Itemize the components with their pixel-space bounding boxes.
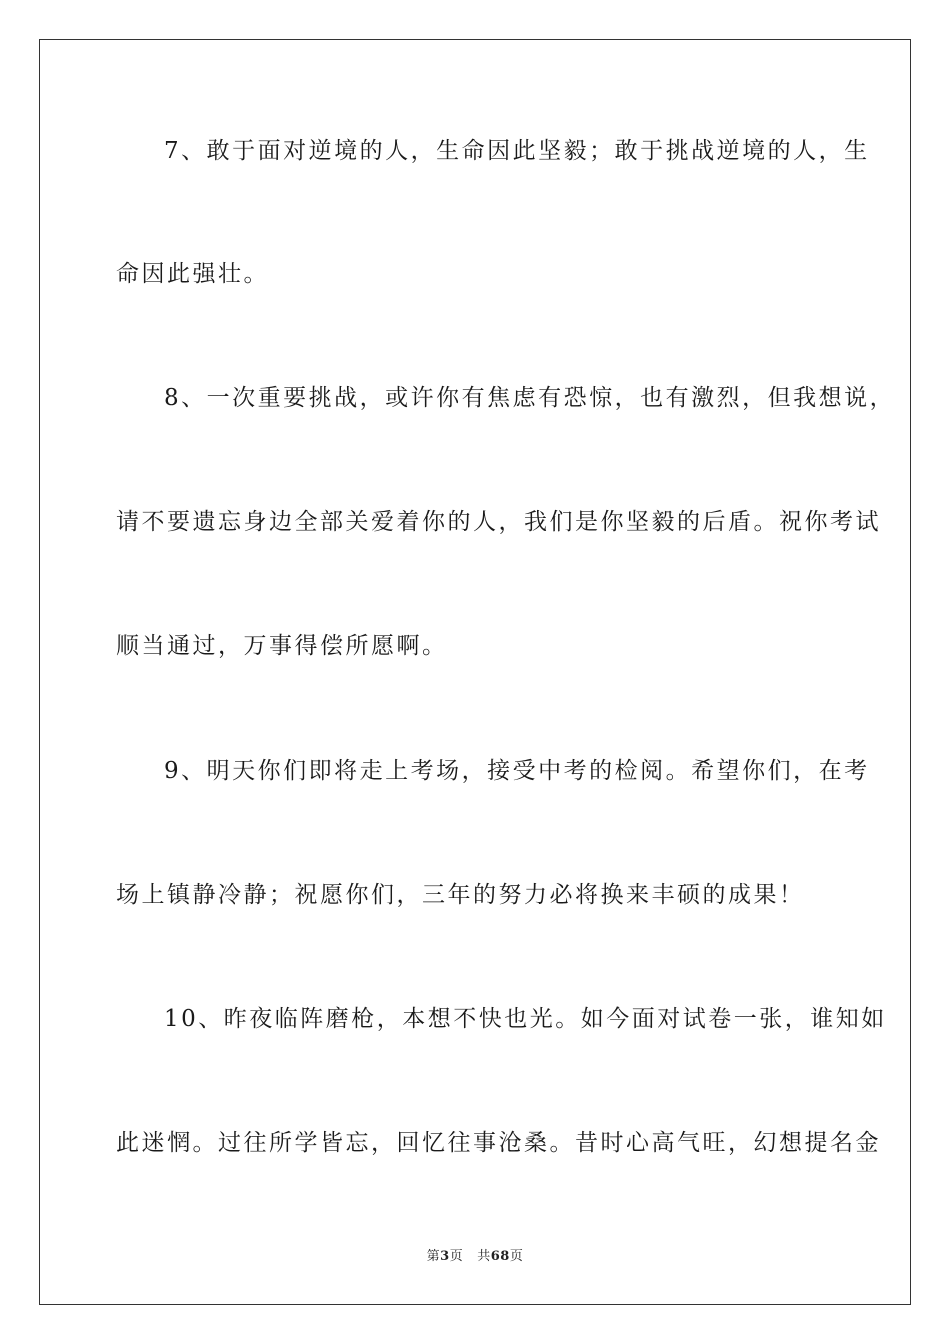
page-border xyxy=(39,39,911,1305)
paragraph-9-line-2: 场上镇静冷静；祝愿你们，三年的努力必将换来丰硕的成果！ xyxy=(116,882,805,908)
page-prefix: 第 xyxy=(426,1249,441,1264)
paragraph-7-line-1: 7、敢于面对逆境的人，生命因此坚毅；敢于挑战逆境的人，生 xyxy=(164,138,870,164)
paragraph-7-line-2: 命因此强壮。 xyxy=(116,261,269,287)
paragraph-9-line-1: 9、明天你们即将走上考场，接受中考的检阅。希望你们，在考 xyxy=(164,758,870,784)
paragraph-10-line-2: 此迷惘。过往所学皆忘，回忆往事沧桑。昔时心高气旺，幻想提名金 xyxy=(116,1130,881,1156)
page-number: 3 xyxy=(440,1249,450,1264)
total-prefix: 共 xyxy=(477,1249,491,1264)
paragraph-8-line-2: 请不要遗忘身边全部关爱着你的人，我们是你坚毅的后盾。祝你考试 xyxy=(116,509,881,535)
total-pages: 68 xyxy=(490,1249,510,1264)
page-suffix: 页 xyxy=(449,1249,464,1264)
page-footer xyxy=(0,1248,950,1266)
total-suffix: 页 xyxy=(509,1249,524,1264)
paragraph-8-line-1: 8、一次重要挑战，或许你有焦虑有恐惊，也有激烈，但我想说， xyxy=(164,385,896,411)
paragraph-10-line-1: 10、昨夜临阵磨枪，本想不快也光。如今面对试卷一张，谁知如 xyxy=(164,1006,887,1032)
paragraph-8-line-3: 顺当通过，万事得偿所愿啊。 xyxy=(116,633,448,659)
